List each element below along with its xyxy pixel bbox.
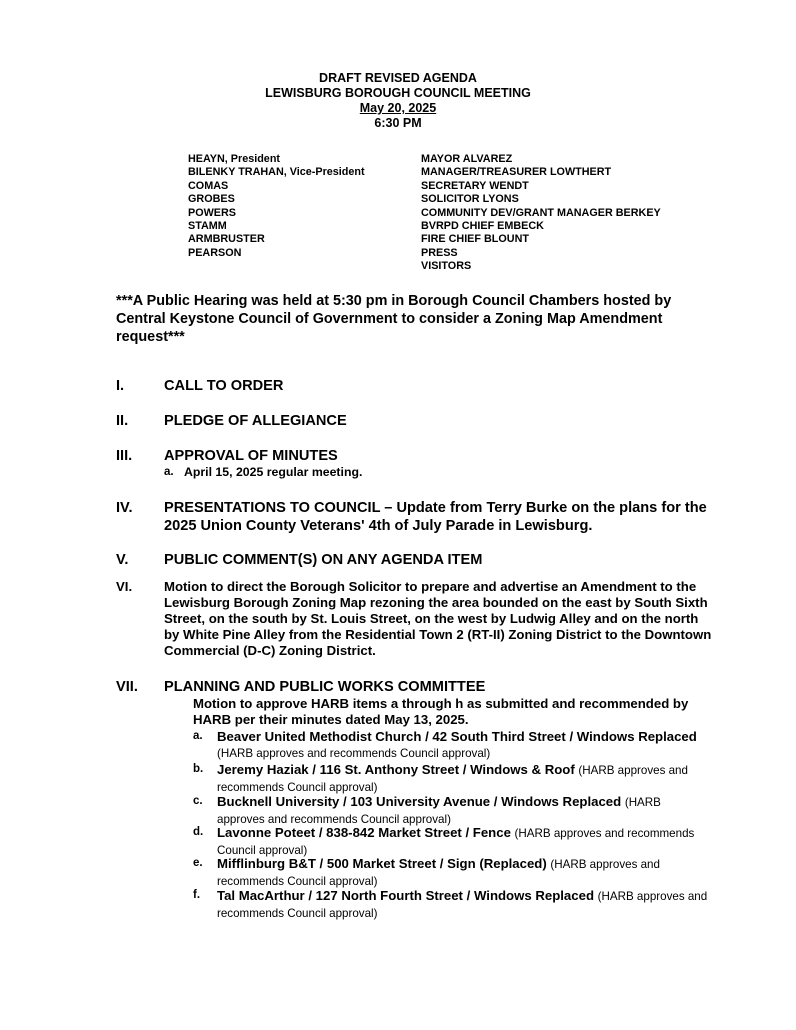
section-number: VI. [116,579,133,594]
council-member: GROBES [188,193,235,206]
agenda-title: DRAFT REVISED AGENDA [319,71,477,85]
meeting-time: 6:30 PM [374,116,422,130]
council-member: PEARSON [188,246,242,259]
item-text: Lavonne Poteet / 838-842 Market Street / Fence [217,825,511,840]
official: BVRPD CHIEF EMBECK [421,220,544,233]
agenda-header [0,71,796,131]
item-letter: e. [193,857,203,869]
item-text: Beaver United Methodist Church / 42 South Third Street / Windows Replaced [217,729,697,744]
item-text: Bucknell University / 103 University Avenue / Windows Replaced [217,794,622,809]
council-member: HEAYN, President [188,153,281,165]
council-member: POWERS [188,206,236,219]
item-note: (HARB approves and recommends Council approval) [217,858,660,888]
meeting-date: May 20, 2025 [359,101,437,115]
section-title: PLANNING AND PUBLIC WORKS COMMITTEE [164,679,486,695]
official: FIRE CHIEF BLOUNT [421,233,529,246]
section-number: VII. [116,679,138,695]
item-letter: a. [193,730,203,742]
item-text: April 15, 2025 regular meeting. [184,465,363,479]
official: COMMUNITY DEV/GRANT MANAGER BERKEY [421,206,661,219]
section-title: APPROVAL OF MINUTES [164,448,338,464]
official: SOLICITOR LYONS [421,193,519,206]
item-letter: b. [193,763,204,775]
official: MANAGER/TREASURER LOWTHERT [421,166,612,179]
official: MAYOR ALVAREZ [421,153,513,165]
section-title: PLEDGE OF ALLEGIANCE [164,413,347,429]
section-title: PRESENTATIONS TO COUNCIL – Update from Terry Burke on the plans for the 2025 Union County Veterans' 4th of July Parade in Lewisburg. [164,500,707,534]
item-letter: a. [164,466,174,478]
council-member: ARMBRUSTER [188,233,265,246]
item-letter: c. [193,795,203,807]
item-letter: d. [193,826,204,838]
section-number: IV. [116,500,133,516]
council-member: COMAS [188,179,229,192]
item-text: Mifflinburg B&T / 500 Market Street / Sign (Replaced) [217,856,547,871]
meeting-name: LEWISBURG BOROUGH COUNCIL MEETING [265,86,531,100]
item-text: Tal MacArthur / 127 North Fourth Street / Windows Replaced [217,888,594,903]
item-note: (HARB approves and recommends Council approval) [217,827,695,857]
item-note: (HARB approves and recommends Council approval) [217,746,491,760]
section-title: Motion to direct the Borough Solicitor to prepare and advertise an Amendment to the Lewisburg Borough Zoning Map rezoning the area bounded on the east by South Sixth Street, on the south by St. Louis Street, on the west by Ludwig Alley and on the north by White Pine Alley from the Residential Town 2 (RT-II) Zoning District to the Downtown Commercial (D-C) Zoning District. [164,579,712,658]
item-note: (HARB approves and recommends Council approval) [217,796,661,826]
official: PRESS [421,246,458,259]
official: VISITORS [421,260,472,273]
item-text: Jeremy Haziak / 116 St. Anthony Street / Windows & Roof [217,762,575,777]
section-number: I. [116,378,125,394]
public-hearing-notice: ***A Public Hearing was held at 5:30 pm in Borough Council Chambers hosted by Central Keystone Council of Government to consider a Zoning Map Amendment request*** [116,293,672,345]
council-member: BILENKY TRAHAN, Vice-President [188,166,365,179]
section-number: V. [116,552,129,568]
section-number: II. [116,413,129,429]
item-letter: f. [193,889,201,901]
section-title: PUBLIC COMMENT(S) ON ANY AGENDA ITEM [164,552,483,568]
official: SECRETARY WENDT [421,179,529,192]
harb-motion: Motion to approve HARB items a through h as submitted and recommended by HARB per their minutes dated May 13, 2025. [193,696,689,727]
section-title: CALL TO ORDER [164,378,284,394]
officials-list [421,153,661,274]
council-member: STAMM [188,220,227,233]
council-members-list [188,153,365,260]
item-note: (HARB approves and recommends Council approval) [217,764,688,794]
item-note: (HARB approves and recommends Council approval) [217,890,708,920]
section-number: III. [116,448,133,464]
